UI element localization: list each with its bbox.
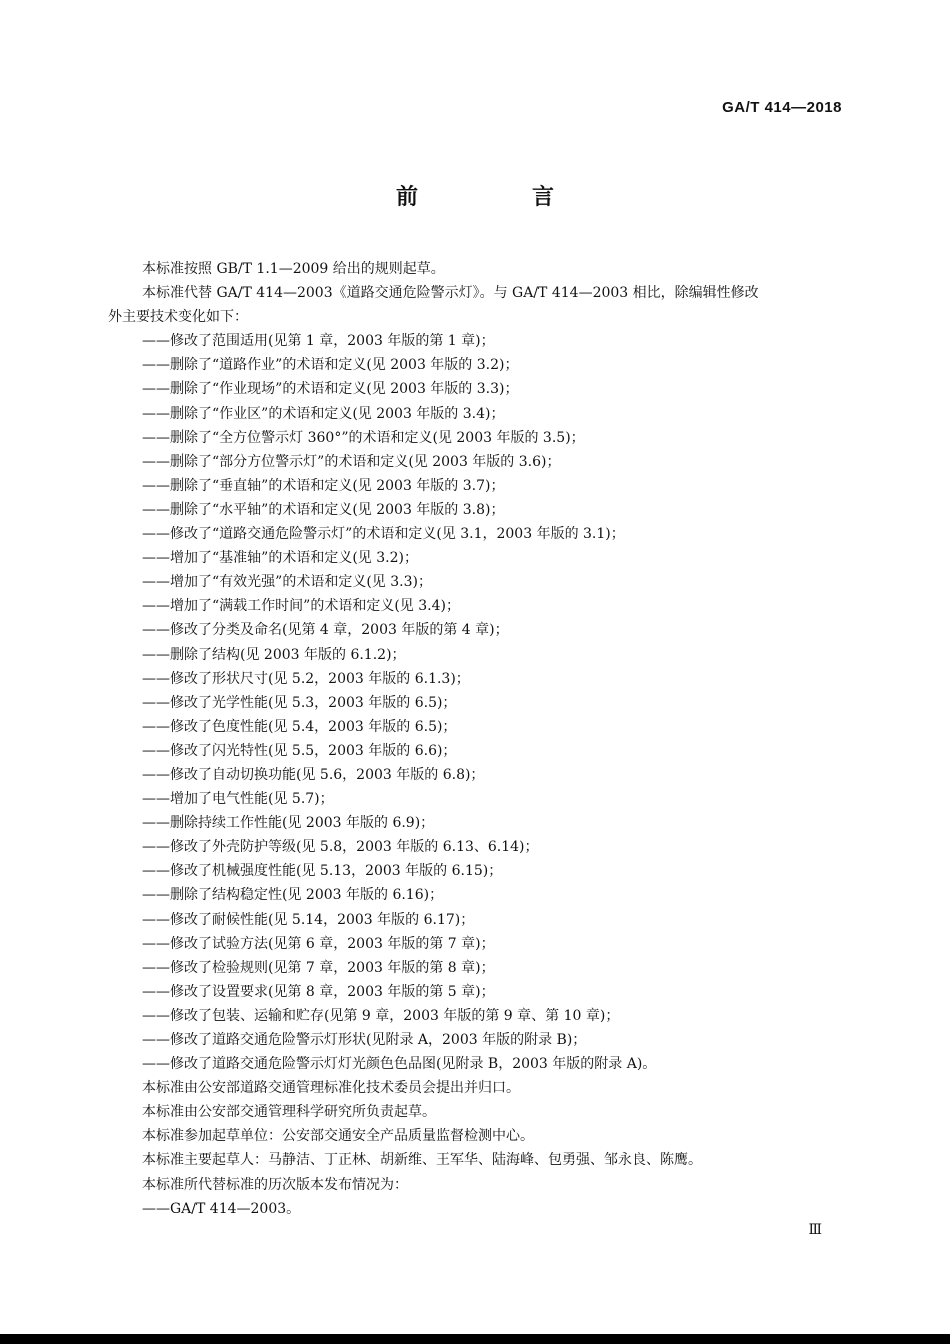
list-item: ——修改了范围适用(见第 1 章，2003 年版的第 1 章)； bbox=[142, 333, 495, 350]
list-item: ——删除了“作业现场”的术语和定义(见 2003 年版的 3.3)； bbox=[142, 381, 519, 398]
paragraph: 本标准按照 GB/T 1.1—2009 给出的规则起草。 bbox=[142, 261, 445, 277]
page-title: 前 言 bbox=[395, 184, 600, 210]
list-item: ——增加了电气性能(见 5.7)； bbox=[142, 791, 334, 808]
list-item: ——修改了形状尺寸(见 5.2，2003 年版的 6.1.3)； bbox=[142, 670, 470, 687]
paragraph: 本标准由公安部道路交通管理标准化技术委员会提出并归口。 bbox=[142, 1080, 520, 1097]
list-item: ——删除了结构(见 2003 年版的 6.1.2)； bbox=[142, 646, 406, 663]
list-item: ——修改了闪光特性(见 5.5，2003 年版的 6.6)； bbox=[142, 742, 457, 759]
list-item: ——删除了“垂直轴”的术语和定义(见 2003 年版的 3.7)； bbox=[142, 477, 505, 494]
list-item: ——修改了分类及命名(见第 4 章，2003 年版的第 4 章)； bbox=[142, 622, 509, 639]
list-item: ——修改了自动切换功能(见 5.6，2003 年版的 6.8)； bbox=[142, 766, 485, 783]
list-item: ——修改了试验方法(见第 6 章，2003 年版的第 7 章)； bbox=[142, 935, 495, 952]
list-item: ——修改了道路交通危险警示灯形状(见附录 A，2003 年版的附录 B)； bbox=[142, 1032, 587, 1048]
list-item: ——修改了设置要求(见第 8 章，2003 年版的第 5 章)； bbox=[142, 983, 495, 1000]
history-item: ——GA/T 414—2003。 bbox=[142, 1200, 301, 1217]
list-item: ——删除了“作业区”的术语和定义(见 2003 年版的 3.4)； bbox=[142, 405, 505, 422]
paragraph: 本标准由公安部交通管理科学研究所负责起草。 bbox=[142, 1104, 436, 1121]
list-item: ——修改了机械强度性能(见 5.13，2003 年版的 6.15)； bbox=[142, 863, 503, 880]
standard-number: GA/T 414—2018 bbox=[722, 99, 842, 116]
list-item: ——修改了光学性能(见 5.3，2003 年版的 6.5)； bbox=[142, 694, 457, 711]
list-item: ——删除了“道路作业”的术语和定义(见 2003 年版的 3.2)； bbox=[142, 357, 519, 374]
list-item: ——删除了“全方位警示灯 360°”的术语和定义(见 2003 年版的 3.5)； bbox=[142, 429, 585, 446]
paragraph: 本标准代替 GA/T 414—2003《道路交通危险警示灯》。与 GA/T 414—2003 相比，除编辑性修改 bbox=[142, 285, 759, 302]
page-number: Ⅲ bbox=[808, 1223, 822, 1238]
paragraph-continuation: 外主要技术变化如下： bbox=[108, 309, 248, 326]
paragraph: 本标准所代替标准的历次版本发布情况为： bbox=[142, 1176, 408, 1193]
list-item: ——删除了“部分方位警示灯”的术语和定义(见 2003 年版的 3.6)； bbox=[142, 453, 561, 470]
list-item: ——修改了耐候性能(见 5.14，2003 年版的 6.17)； bbox=[142, 911, 475, 928]
list-item: ——修改了外壳防护等级(见 5.8，2003 年版的 6.13、6.14)； bbox=[142, 839, 539, 856]
paragraph: 本标准参加起草单位：公安部交通安全产品质量监督检测中心。 bbox=[142, 1128, 534, 1145]
list-item: ——修改了“道路交通危险警示灯”的术语和定义(见 3.1，2003 年版的 3.1)； bbox=[142, 526, 625, 543]
list-item: ——增加了“满载工作时间”的术语和定义(见 3.4)； bbox=[142, 598, 460, 615]
bottom-edge-bar bbox=[0, 1334, 950, 1344]
list-item: ——删除持续工作性能(见 2003 年版的 6.9)； bbox=[142, 815, 435, 832]
paragraph: 本标准主要起草人：马静洁、丁正林、胡新维、王军华、陆海峰、包勇强、邹永良、陈鹰。 bbox=[142, 1152, 702, 1169]
list-item: ——修改了道路交通危险警示灯灯光颜色色品图(见附录 B，2003 年版的附录 A)。 bbox=[142, 1056, 657, 1073]
list-item: ——修改了检验规则(见第 7 章，2003 年版的第 8 章)； bbox=[142, 959, 495, 976]
list-item: ——删除了“水平轴”的术语和定义(见 2003 年版的 3.8)； bbox=[142, 501, 505, 518]
list-item: ——删除了结构稳定性(见 2003 年版的 6.16)； bbox=[142, 887, 444, 904]
list-item: ——修改了包装、运输和贮存(见第 9 章，2003 年版的第 9 章、第 10 章)； bbox=[142, 1007, 620, 1024]
list-item: ——修改了色度性能(见 5.4，2003 年版的 6.5)； bbox=[142, 718, 457, 735]
changes-list bbox=[108, 329, 846, 1076]
list-item: ——增加了“基准轴”的术语和定义(见 3.2)； bbox=[142, 550, 418, 567]
document-body bbox=[108, 257, 846, 1221]
list-item: ——增加了“有效光强”的术语和定义(见 3.3)； bbox=[142, 574, 432, 591]
